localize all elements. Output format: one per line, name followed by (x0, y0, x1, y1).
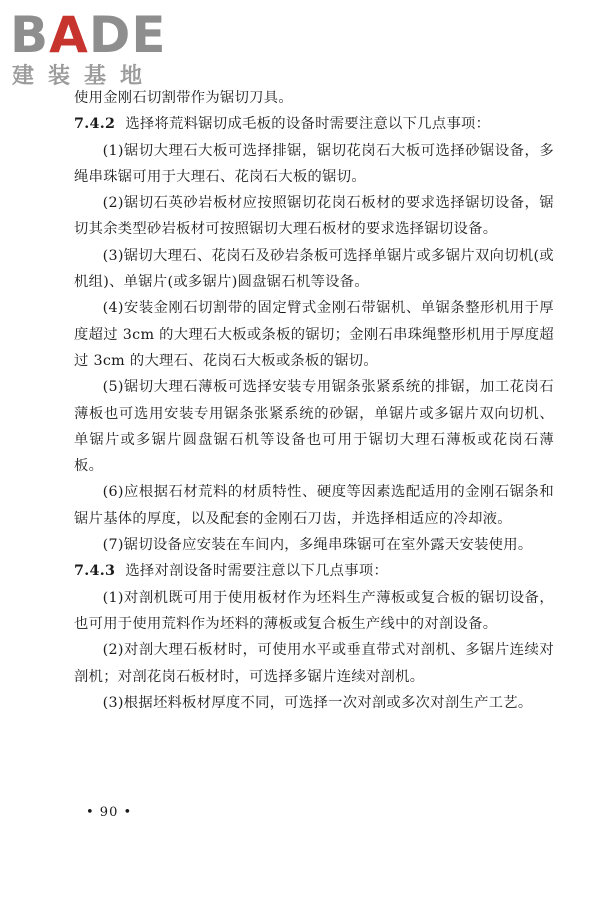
continuation-line: 使用金刚石切割带作为锯切刀具。 (74, 90, 293, 106)
section-title: 选择将荒料锯切成毛板的设备时需要注意以下几点事项： (125, 116, 491, 133)
section-heading-7-4-2 (74, 111, 554, 137)
logo-letters-de: DE (88, 6, 167, 64)
list-item: (1)对剖机既可用于使用板材作为坯料生产薄板或复合板的锯切设备，也可用于使用荒料作为坯料的薄板或复合板生产线中的对剖设备。 (74, 589, 554, 632)
list-item: (7)锯切设备应安装在车间内，多绳串珠锯可在室外露天安装使用。 (102, 537, 533, 554)
list-item: (2)锯切石英砂岩板材应按照锯切花岗石板材的要求选择锯切设备，锯切其余类型砂岩板材可按照锯切大理石板材的要求选择锯切设备。 (74, 195, 554, 238)
section-number: 7.4.2 (74, 116, 116, 133)
logo-letter-a: A (49, 6, 89, 64)
list-item: (6)应根据石材荒料的材质特性、硬度等因素选配适用的金刚石锯条和锯片基体的厚度，以及配套的金刚石刀齿，并选择相适应的冷却液。 (74, 484, 554, 527)
section-heading-7-4-3 (74, 558, 554, 584)
section-number: 7.4.3 (74, 563, 116, 580)
list-item: (2)对剖大理石板材时，可使用水平或垂直带式对剖机、多锯片连续对剖机；对剖花岗石板材时，可选择多锯片连续对剖机。 (74, 642, 554, 685)
logo-wordmark (10, 6, 167, 64)
list-item: (5)锯切大理石薄板可选择安装专用锯条张紧系统的排锯，加工花岗石薄板也可选用安装专用锯条张紧系统的砂锯，单锯片或多锯片双向切机、单锯片或多锯片圆盘锯石机等设备也可用于锯切大理石薄板或花岗石薄板。 (74, 379, 554, 475)
list-item: (1)锯切大理石大板可选择排锯，锯切花岗石大板可选择砂锯设备，多绳串珠锯可用于大理石、花岗石大板的锯切。 (74, 142, 554, 185)
list-item: (4)安装金刚石切割带的固定臂式金刚石带锯机、单锯条整形机用于厚度超过 3cm 的大理石大板或条板的锯切；金刚石串珠绳整形机用于厚度超过 3cm 的大理石、花岗石大板或条板的锯切。 (74, 300, 554, 369)
logo-letter-b: B (10, 6, 50, 64)
section-title: 选择对剖设备时需要注意以下几点事项： (125, 563, 389, 580)
list-item: (3)锯切大理石、花岗石及砂岩条板可选择单锯片或多锯片双向切机(或机组)、单锯片(或多锯片)圆盘锯石机等设备。 (74, 247, 554, 291)
list-item: (3)根据坯料板材厚度不同，可选择一次对剖或多次对剖生产工艺。 (102, 694, 533, 711)
logo-subtitle: 建装基地 (12, 64, 157, 89)
document-body (74, 85, 554, 716)
bade-logo (10, 6, 180, 90)
page-number: • 90 • (86, 805, 133, 820)
